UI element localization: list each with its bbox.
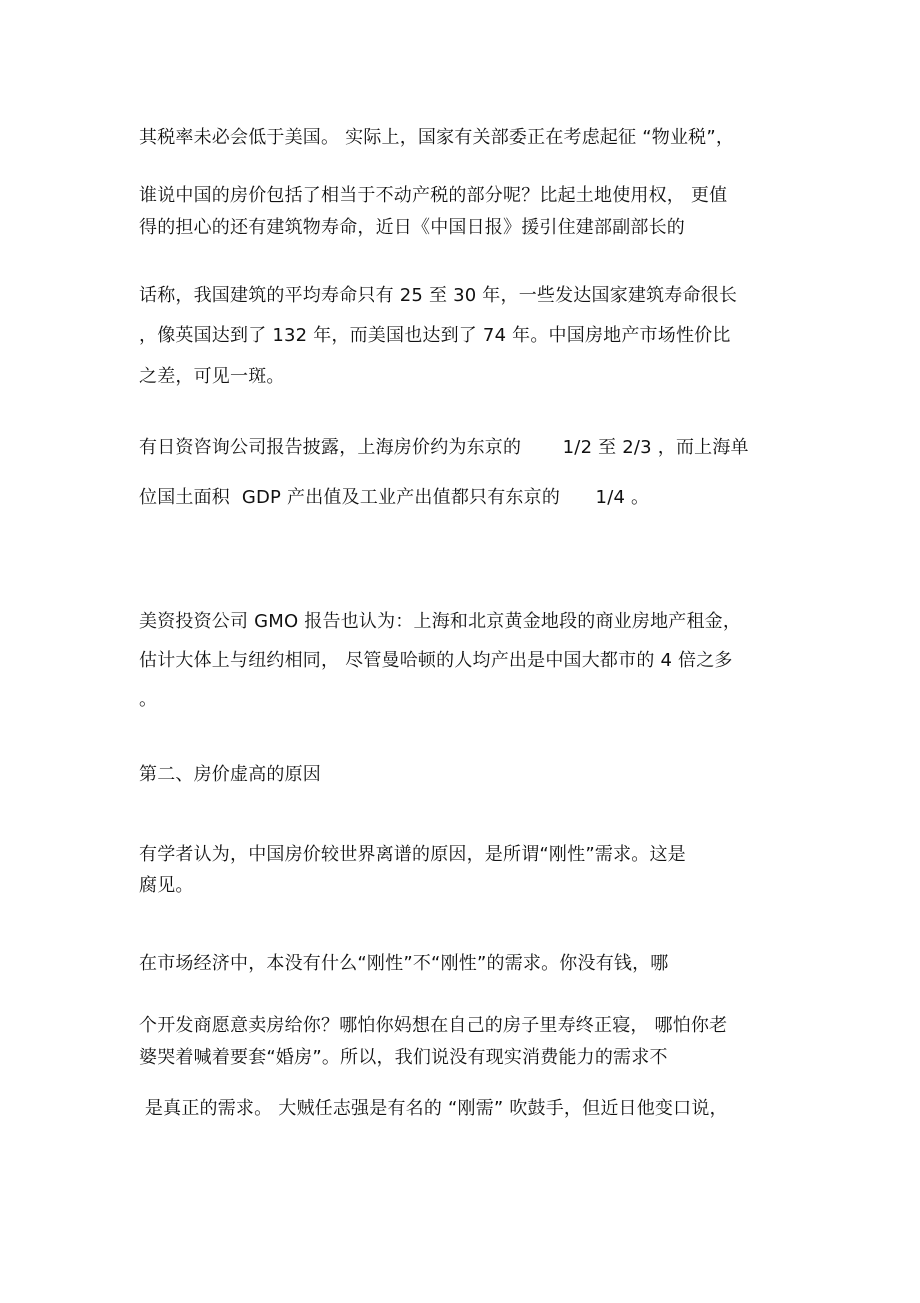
text-line: 个开发商愿意卖房给你？哪怕你妈想在自己的房子里寿终正寝， 哪怕你老	[139, 1015, 728, 1036]
text-line: 位国土面积 GDP 产出值及工业产出值都只有东京的 1/4 。	[139, 487, 650, 508]
text-line: ，像英国达到了 132 年，而美国也达到了 74 年。中国房地产市场性价比	[139, 325, 731, 346]
text-line: 腐见。	[139, 875, 194, 896]
text-line: 其税率未必会低于美国。 实际上，国家有关部委正在考虑起征 “物业税”，	[139, 127, 735, 148]
text-line: 话称，我国建筑的平均寿命只有 25 至 30 年，一些发达国家建筑寿命很长	[139, 285, 738, 306]
text-line: 有学者认为，中国房价较世界离谱的原因，是所谓“刚性”需求。这是	[139, 844, 686, 865]
text-line: 婆哭着喊着要套“婚房”。所以，我们说没有现实消费能力的需求不	[139, 1047, 668, 1068]
text-line: 美资投资公司 GMO 报告也认为：上海和北京黄金地段的商业房地产租金，	[139, 611, 742, 632]
section-heading: 第二、房价虚高的原因	[139, 764, 321, 785]
text-line: 有日资咨询公司报告披露，上海房价约为东京的 1/2 至 2/3 ，而上海单	[139, 437, 749, 458]
text-line: 得的担心的还有建筑物寿命，近日《中国日报》援引住建部副部长的	[139, 217, 685, 238]
text-line: 。	[139, 689, 158, 710]
text-line: 是真正的需求。 大贼任志强是有名的 “刚需” 吹鼓手，但近日他变口说，	[139, 1098, 728, 1119]
text-line: 在市场经济中，本没有什么“刚性”不“刚性”的需求。你没有钱，哪	[139, 953, 669, 974]
text-line: 之差，可见一斑。	[139, 366, 285, 387]
text-line: 估计大体上与纽约相同， 尽管曼哈顿的人均产出是中国大都市的 4 倍之多	[139, 650, 733, 671]
text-line: 谁说中国的房价包括了相当于不动产税的部分呢？比起土地使用权， 更值	[139, 185, 728, 206]
